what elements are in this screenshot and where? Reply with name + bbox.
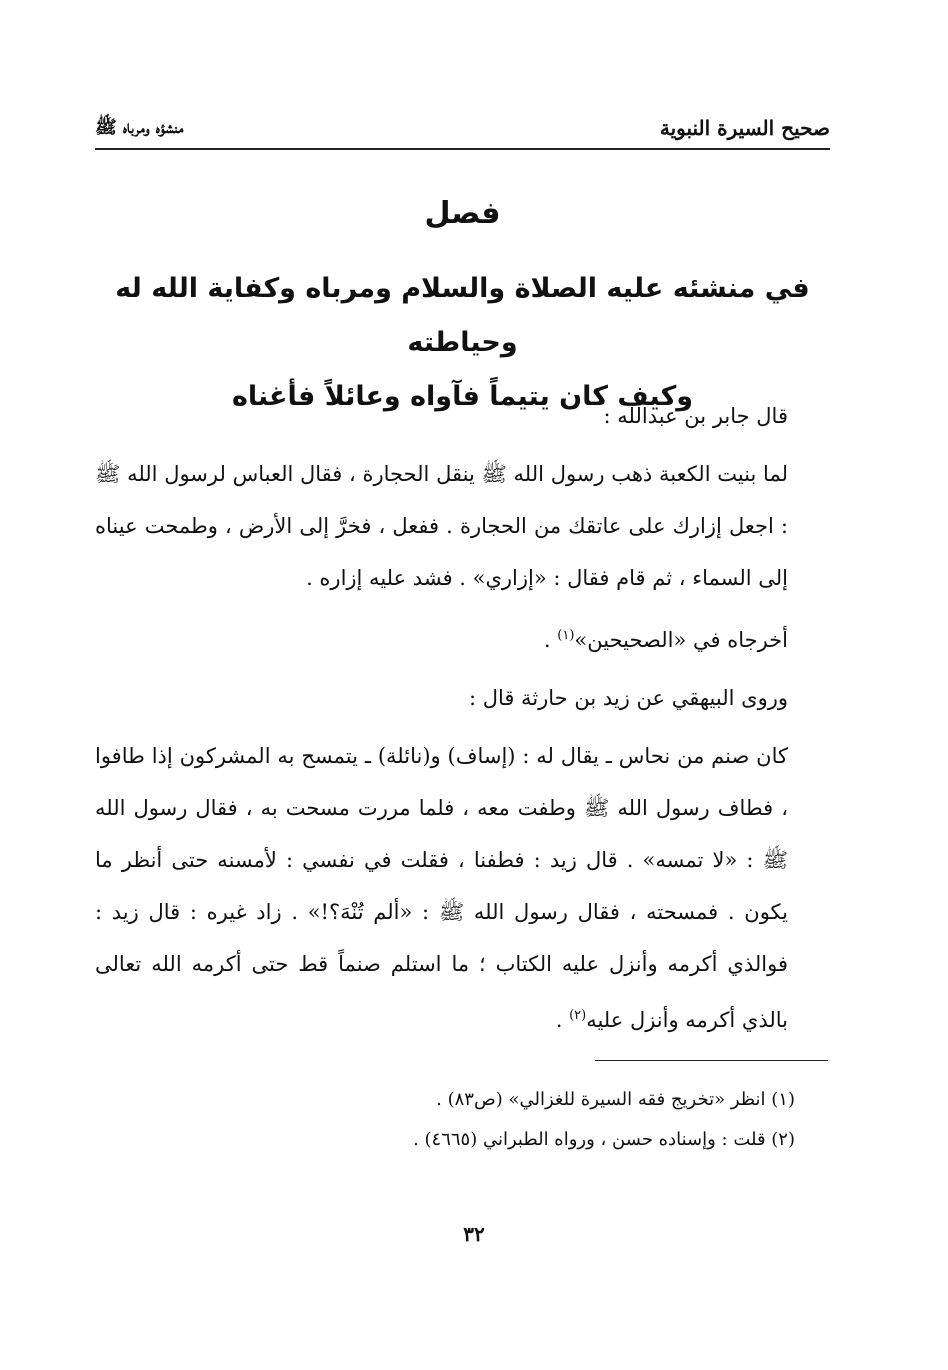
paragraph-5: كان صنم من نحاس ـ يقال له : (إساف) و(نائلة) ـ يتمسح به المشركون إذا طافوا ، فطاف رسول الله ﷺ وطفت معه ، فلما مررت مسحت به ، فقال رسول الله ﷺ : «لا تمسه» . قال زيد : فطفنا ، فقلت في نفسي : لأمسنه حتى أنظر ما يكون . فمسحته ، فقال رسول الله ﷺ : «ألم تُنْهَ؟!» . زاد غيره : قال زيد : فوالذي أكرمه وأنزل عليه الكتاب ؛ ما استلم صنماً قط حتى أكرمه الله تعالى بالذي أكرمه وأنزل عليه$^{(٢)}$ . bbox=[95, 744, 788, 1032]
title-line-1: في منشئه عليه الصلاة والسلام ومرباه وكفاية الله له وحياطته bbox=[115, 273, 810, 358]
footnote-separator bbox=[595, 1060, 828, 1061]
section-title: منشؤه ومرباه ﷺ bbox=[95, 117, 184, 138]
paragraph-3-text: أخرجاه في «الصحيحين» bbox=[574, 628, 788, 652]
book-title: صحيح السيرة النبوية bbox=[659, 116, 830, 140]
paragraph-5-text: كان صنم من نحاس ـ يقال له : (إساف) و(نائلة) ـ يتمسح به المشركون إذا طافوا ، فطاف رسول الله ﷺ وطفت معه ، فلما مررت مسحت به ، فقال رسول الله ﷺ : «لا تمسه» . قال زيد : فطفنا ، فقلت في نفسي : لأمسنه حتى أنظر ما يكون . فمسحته ، فقال رسول الله ﷺ : «ألم تُنْهَ؟!» . زاد غيره : قال زيد : فوالذي أكرمه وأنزل عليه الكتاب ؛ ما استلم صنماً قط حتى أكرمه الله تعالى بالذي أكرمه وأنزل عليه bbox=[95, 744, 788, 1032]
footnotes bbox=[95, 1080, 795, 1160]
running-header bbox=[95, 112, 830, 150]
footnote-1: (١) انظر «تخريج فقه السيرة للغزالي» (ص٨٣) . bbox=[436, 1089, 795, 1110]
paragraph-4: وروى البيهقي عن زيد بن حارثة قال : bbox=[468, 686, 788, 710]
page-number: ٣٢ bbox=[463, 1222, 485, 1246]
body-text bbox=[95, 390, 830, 1052]
footnote-ref-2: (٢) bbox=[569, 1008, 587, 1023]
chapter-label: فصل bbox=[424, 196, 501, 231]
title-line-2: وكيف كان يتيماً فآواه وعائلاً فأغناه bbox=[231, 381, 694, 412]
paragraph-1: قال جابر بن عبدالله : bbox=[603, 404, 788, 428]
footnote-2: (٢) قلت : وإسناده حسن ، ورواه الطبراني (٤٦٦٥) . bbox=[413, 1129, 795, 1150]
paragraph-2: لما بنيت الكعبة ذهب رسول الله ﷺ ينقل الحجارة ، فقال العباس لرسول الله ﷺ : اجعل إزارك على عاتقك من الحجارة . ففعل ، فخرَّ إلى الأرض ، وطمحت عيناه إلى السماء ، ثم قام فقال : «إزاري» . فشد عليه إزاره . bbox=[95, 462, 788, 590]
footnote-ref-1: (١) bbox=[557, 628, 575, 643]
paragraph-3: أخرجاه في «الصحيحين»$^{(١)}$ . bbox=[543, 628, 788, 652]
